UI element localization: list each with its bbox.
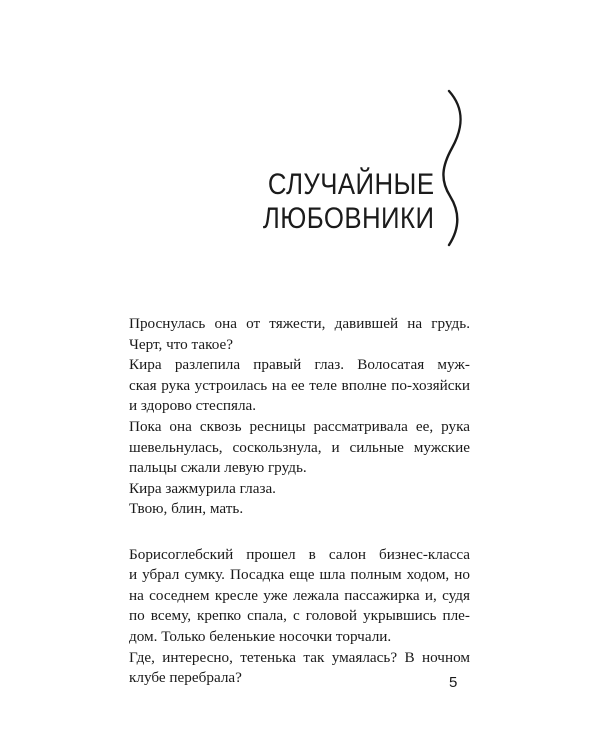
- section-break: [129, 520, 470, 541]
- decorative-squiggle: [436, 88, 466, 248]
- text-line: пальцы сжали левую грудь.: [129, 459, 307, 477]
- chapter-title-line-2: ЛЮБОВНИКИ: [262, 202, 434, 235]
- text-line: Черт, что такое?: [129, 335, 233, 353]
- body-text: [129, 314, 470, 689]
- text-line: Проснулась она от тяжести, давившей на грудь.: [129, 315, 470, 332]
- text-line: клубе перебрала?: [129, 669, 242, 687]
- text-line: Кира зажмурила глаза.: [129, 479, 276, 497]
- text-line: и здорово стеспяла.: [129, 397, 257, 415]
- text-line: и убрал сумку. Посадка еще шла полным ходом, но: [129, 566, 470, 584]
- paragraph: [129, 499, 470, 520]
- paragraph: [129, 545, 470, 648]
- paragraph: [129, 648, 470, 689]
- paragraph: [129, 417, 470, 479]
- page-number: 5: [449, 674, 458, 691]
- text-line: Борисоглебский прошел в салон бизнес-класса: [129, 545, 470, 563]
- text-line: на соседнем кресле уже лежала пассажирка и, судя: [129, 586, 470, 604]
- text-line: Пока она сквозь ресницы рассматривала ее, рука: [129, 417, 470, 435]
- chapter-title: [262, 168, 434, 236]
- paragraph: [129, 355, 470, 417]
- text-line: ская рука устроилась на ее теле вполне по-хозяйски: [129, 376, 470, 394]
- text-line: Твою, блин, мать.: [129, 500, 244, 518]
- text-line: шевельнулась, соскользнула, и сильные мужские: [129, 438, 470, 456]
- text-line: Кира разлепила правый глаз. Волосатая муж-: [129, 356, 470, 374]
- text-line: Где, интересно, тетенька так умаялась? В ночном: [129, 648, 470, 666]
- paragraph: [129, 479, 470, 500]
- text-line: по всему, крепко спала, с головой укрывшись пле-: [129, 607, 470, 625]
- paragraph: [129, 314, 470, 355]
- chapter-title-line-1: СЛУЧАЙНЫЕ: [267, 168, 434, 201]
- text-line: дом. Только беленькие носочки торчали.: [129, 627, 392, 645]
